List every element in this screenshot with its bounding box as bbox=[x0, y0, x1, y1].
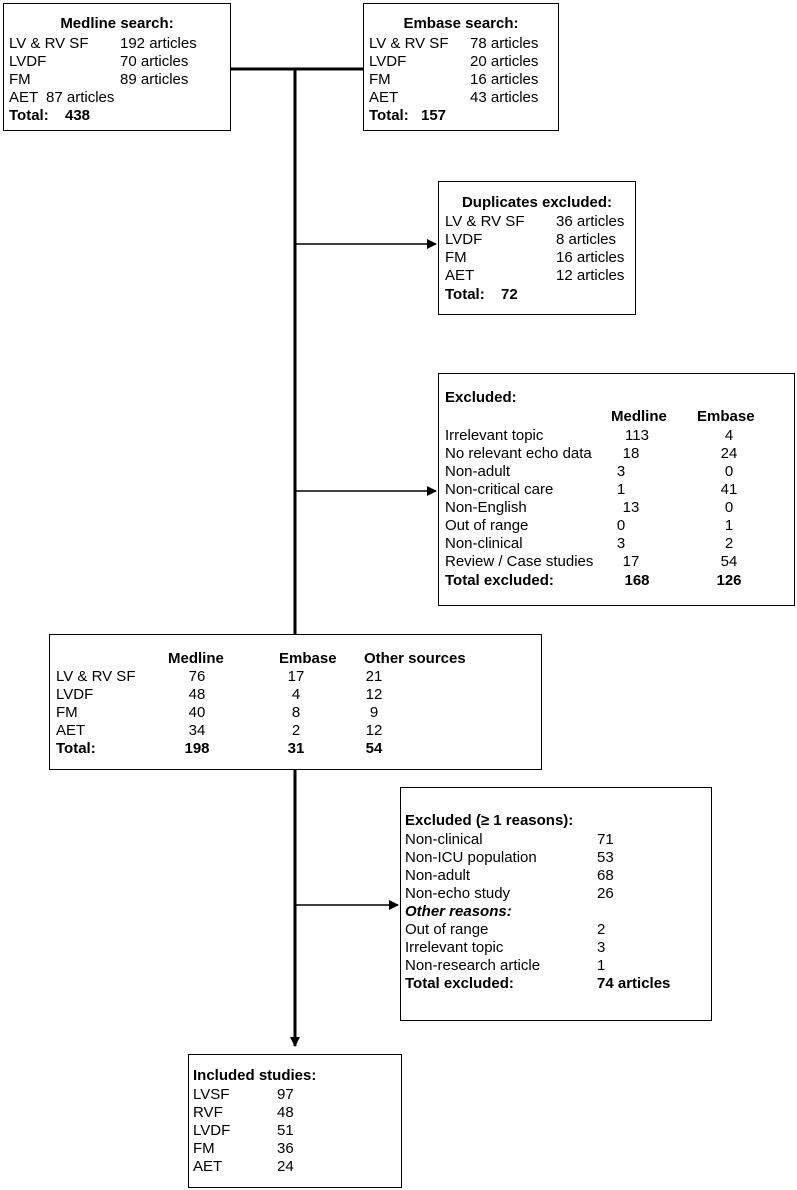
screened-row-other: 12 bbox=[365, 722, 383, 739]
excluded-row-label: Non-English bbox=[445, 499, 527, 516]
excluded-title: Excluded: bbox=[445, 389, 517, 406]
embase-row-value: 43 articles bbox=[470, 89, 539, 106]
excluded2-other-title: Other reasons: bbox=[405, 903, 512, 920]
screened-row-medline: 76 bbox=[188, 668, 206, 685]
screened-total-embase: 31 bbox=[287, 740, 305, 757]
duplicates-row-label: FM bbox=[445, 249, 467, 266]
screened-box bbox=[49, 634, 542, 770]
excluded-row-label: No relevant echo data bbox=[445, 445, 592, 462]
embase-row-label: LV & RV SF bbox=[369, 35, 449, 52]
excluded-row-label: Non-clinical bbox=[445, 535, 523, 552]
excluded2-other-label: Out of range bbox=[405, 921, 489, 938]
excluded2-row-label: Non-adult bbox=[405, 867, 471, 884]
excluded2-row-label: Non-ICU population bbox=[405, 849, 537, 866]
embase-row-label: LVDF bbox=[369, 53, 407, 70]
excluded-col-medline: Medline bbox=[611, 408, 667, 425]
medline-row-value: 70 articles bbox=[120, 53, 189, 70]
excluded-row-embase: 24 bbox=[720, 445, 738, 462]
excluded2-other-value: 1 bbox=[597, 957, 606, 974]
excluded-row-label: Non-critical care bbox=[445, 481, 554, 498]
screened-row-embase: 17 bbox=[287, 668, 305, 685]
embase-row-value: 16 articles bbox=[470, 71, 539, 88]
screened-col-medline: Medline bbox=[168, 650, 224, 667]
screened-row-embase: 2 bbox=[291, 722, 301, 739]
excluded2-row-label: Non-clinical bbox=[405, 831, 483, 848]
embase-search-box bbox=[363, 3, 559, 131]
embase-total-value: 157 bbox=[421, 107, 447, 124]
excluded-row-label: Review / Case studies bbox=[445, 553, 594, 570]
screened-total-label: Total: bbox=[56, 740, 96, 757]
excluded-row-medline: 3 bbox=[616, 463, 626, 480]
screened-row-medline: 48 bbox=[188, 686, 206, 703]
medline-total-label: Total: bbox=[9, 107, 49, 124]
screened-col-embase: Embase bbox=[279, 650, 337, 667]
excluded-row-medline: 1 bbox=[616, 481, 626, 498]
screened-row-label: AET bbox=[56, 722, 86, 739]
medline-row-value: 89 articles bbox=[120, 71, 189, 88]
excluded2-total-label: Total excluded: bbox=[405, 975, 514, 992]
duplicates-title: Duplicates excluded: bbox=[461, 194, 613, 211]
medline-row-value: 192 articles bbox=[120, 35, 197, 52]
duplicates-row-label: AET bbox=[445, 267, 475, 284]
medline-row-value: 87 articles bbox=[46, 89, 115, 106]
medline-title: Medline search: bbox=[60, 15, 174, 32]
included-row-label: FM bbox=[193, 1140, 215, 1157]
included-row-value: 24 bbox=[277, 1158, 294, 1175]
screened-col-other: Other sources bbox=[364, 650, 466, 667]
medline-row-label: LVDF bbox=[9, 53, 47, 70]
medline-row-label: FM bbox=[9, 71, 31, 88]
included-row-label: LVSF bbox=[193, 1086, 230, 1103]
screened-total-medline: 198 bbox=[184, 740, 210, 757]
screened-row-label: LVDF bbox=[56, 686, 94, 703]
excluded-row-medline: 18 bbox=[622, 445, 640, 462]
screened-row-embase: 8 bbox=[291, 704, 301, 721]
excluded2-row-value: 68 bbox=[597, 867, 614, 884]
excluded-row-medline: 0 bbox=[616, 517, 626, 534]
embase-total-label: Total: bbox=[369, 107, 409, 124]
medline-row-label: LV & RV SF bbox=[9, 35, 89, 52]
screened-row-medline: 40 bbox=[188, 704, 206, 721]
excluded-row-embase: 1 bbox=[724, 517, 734, 534]
duplicates-row-label: LV & RV SF bbox=[445, 213, 525, 230]
excluded-row-label: Non-adult bbox=[445, 463, 511, 480]
embase-row-value: 78 articles bbox=[470, 35, 539, 52]
included-studies-box bbox=[188, 1054, 402, 1188]
medline-row-label: AET bbox=[9, 89, 39, 106]
included-title: Included studies: bbox=[193, 1067, 317, 1084]
excluded2-title: Excluded (≥ 1 reasons): bbox=[405, 812, 574, 829]
excluded-row-label: Out of range bbox=[445, 517, 529, 534]
excluded-reasons-box bbox=[400, 787, 712, 1021]
embase-row-label: AET bbox=[369, 89, 399, 106]
excluded-total-embase: 126 bbox=[716, 572, 742, 589]
duplicates-row-value: 16 articles bbox=[556, 249, 625, 266]
excluded2-other-value: 2 bbox=[597, 921, 606, 938]
excluded-row-medline: 113 bbox=[625, 427, 649, 444]
embase-row-value: 20 articles bbox=[470, 53, 539, 70]
duplicates-row-value: 8 articles bbox=[556, 231, 617, 248]
medline-total-value: 438 bbox=[65, 107, 91, 124]
included-row-value: 48 bbox=[277, 1104, 294, 1121]
included-row-value: 51 bbox=[277, 1122, 294, 1139]
screened-row-medline: 34 bbox=[188, 722, 206, 739]
duplicates-row-value: 12 articles bbox=[556, 267, 625, 284]
included-row-label: RVF bbox=[193, 1104, 223, 1121]
embase-row-label: FM bbox=[369, 71, 391, 88]
excluded-row-embase: 0 bbox=[724, 499, 734, 516]
medline-search-box bbox=[3, 3, 231, 131]
included-row-value: 36 bbox=[277, 1140, 294, 1157]
excluded2-other-value: 3 bbox=[597, 939, 606, 956]
excluded-row-embase: 4 bbox=[724, 427, 734, 444]
screened-row-other: 12 bbox=[365, 686, 383, 703]
screened-row-label: FM bbox=[56, 704, 78, 721]
excluded-row-medline: 13 bbox=[622, 499, 640, 516]
duplicates-row-label: LVDF bbox=[445, 231, 483, 248]
excluded2-row-value: 26 bbox=[597, 885, 614, 902]
excluded-row-label: Irrelevant topic bbox=[445, 427, 544, 444]
excluded-total-medline: 168 bbox=[624, 572, 650, 589]
excluded-total-label: Total excluded: bbox=[445, 572, 554, 589]
excluded2-other-label: Irrelevant topic bbox=[405, 939, 504, 956]
excluded-col-embase: Embase bbox=[697, 408, 755, 425]
excluded-row-embase: 2 bbox=[724, 535, 734, 552]
duplicates-total-value: 72 bbox=[501, 286, 518, 303]
excluded-box bbox=[438, 373, 795, 606]
screened-row-embase: 4 bbox=[291, 686, 301, 703]
screened-row-other: 21 bbox=[365, 668, 383, 685]
excluded-row-medline: 3 bbox=[616, 535, 626, 552]
included-row-label: AET bbox=[193, 1158, 223, 1175]
embase-title: Embase search: bbox=[403, 15, 519, 32]
excluded-row-embase: 41 bbox=[720, 481, 738, 498]
excluded2-row-label: Non-echo study bbox=[405, 885, 511, 902]
screened-row-other: 9 bbox=[369, 704, 379, 721]
included-row-label: LVDF bbox=[193, 1122, 231, 1139]
excluded-row-embase: 54 bbox=[720, 553, 738, 570]
excluded-row-medline: 17 bbox=[622, 553, 640, 570]
duplicates-row-value: 36 articles bbox=[556, 213, 625, 230]
included-row-value: 97 bbox=[277, 1086, 294, 1103]
excluded2-total-value: 74 articles bbox=[597, 975, 671, 992]
excluded2-other-label: Non-research article bbox=[405, 957, 541, 974]
excluded-row-embase: 0 bbox=[724, 463, 734, 480]
excluded2-row-value: 71 bbox=[597, 831, 614, 848]
screened-total-other: 54 bbox=[365, 740, 383, 757]
excluded2-row-value: 53 bbox=[597, 849, 614, 866]
duplicates-total-label: Total: bbox=[445, 286, 485, 303]
screened-row-label: LV & RV SF bbox=[56, 668, 136, 685]
duplicates-excluded-box bbox=[438, 181, 636, 315]
